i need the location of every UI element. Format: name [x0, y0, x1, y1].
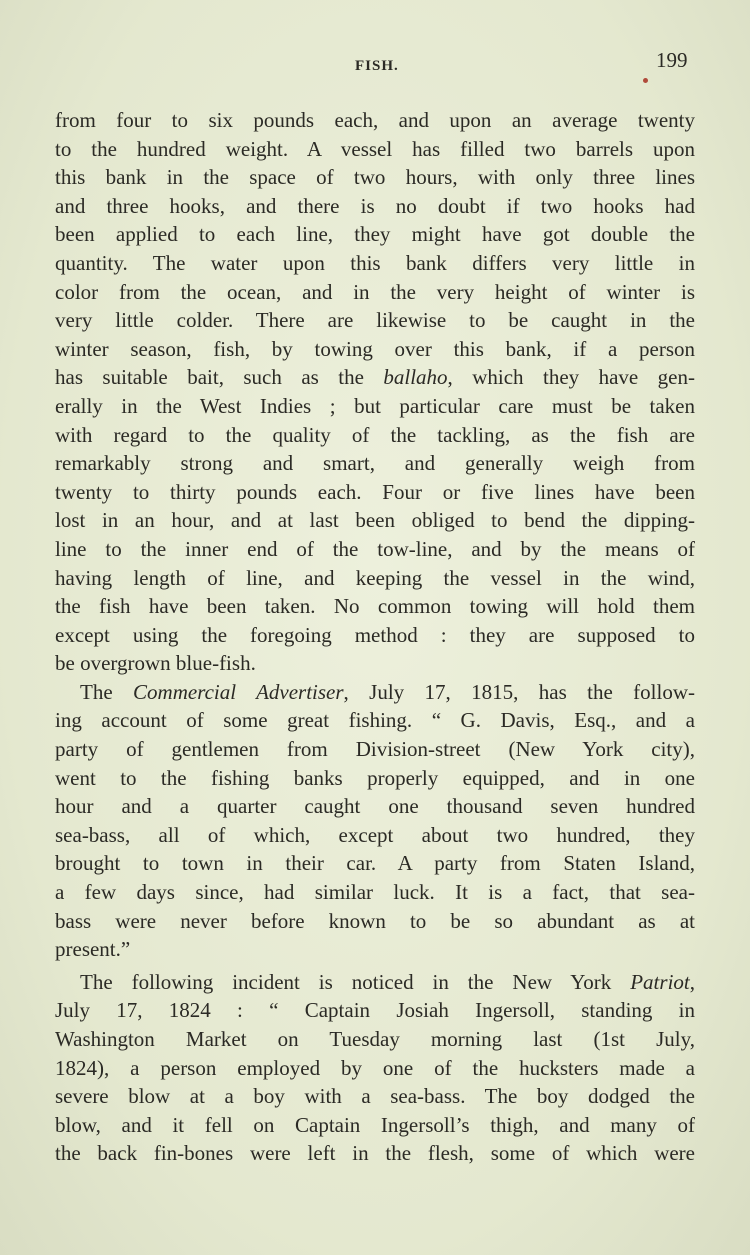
text-line: a few days since, had similar luck. It is a fact, that sea-: [55, 880, 695, 905]
paragraph-3: [55, 968, 695, 1168]
italic-title: Patriot: [630, 969, 690, 994]
text-line: ing account of some great fishing. “ G. Davis, Esq., and a: [55, 708, 695, 733]
text-line: [55, 968, 695, 997]
text-line: winter season, fish, by towing over this bank, if a person: [55, 336, 695, 361]
text-line: except using the foregoing method : they are supposed to: [55, 622, 695, 647]
text-line: party of gentlemen from Division-street (New York city),: [55, 737, 695, 762]
text-line: sea-bass, all of which, except about two hundred, they: [55, 822, 695, 847]
text-line: [55, 678, 695, 707]
text-line: July 17, 1824 : “ Captain Josiah Ingersoll, standing in: [55, 998, 695, 1023]
text-line: brought to town in their car. A party from Staten Island,: [55, 851, 695, 876]
text-line: went to the fishing banks properly equipped, and in one: [55, 765, 695, 790]
paragraph-2: [55, 678, 695, 964]
text-line: with regard to the quality of the tackling, as the fish are: [55, 422, 695, 447]
text-line: Washington Market on Tuesday morning last (1st July,: [55, 1027, 695, 1051]
text-segment: , which they have gen-: [447, 365, 695, 390]
text-line: hour and a quarter caught one thousand seven hundred: [55, 794, 695, 819]
italic-title: Commercial Advertiser: [133, 679, 344, 704]
text-line: the fish have been taken. No common towing will hold them: [55, 594, 695, 619]
text-line: present.”: [55, 937, 131, 962]
text-line: be overgrown blue-fish.: [55, 651, 256, 676]
text-line: bass were never before known to be so abundant as at: [55, 908, 695, 933]
text-line: to the hundred weight. A vessel has filled two barrels upon: [55, 136, 695, 161]
text-line: remarkably strong and smart, and generally weigh from: [55, 451, 695, 476]
italic-term: ballaho: [383, 365, 448, 390]
text-segment: The following incident is noticed in the New York: [80, 969, 631, 994]
text-line: color from the ocean, and in the very height of winter is: [55, 279, 695, 304]
body-text: [55, 106, 695, 1168]
text-line: line to the inner end of the tow-line, and by the means of: [55, 536, 695, 561]
text-line: lost in an hour, and at last been obliged to bend the dipping-: [55, 508, 695, 533]
text-line: from four to six pounds each, and upon an average twenty: [55, 108, 695, 132]
text-segment: , July 17, 1815, has the follow-: [343, 679, 695, 704]
text-line: severe blow at a boy with a sea-bass. The boy dodged the: [55, 1084, 695, 1109]
text-segment: ,: [689, 969, 695, 994]
text-line: twenty to thirty pounds each. Four or five lines have been: [55, 479, 695, 504]
running-head: FISH.: [355, 58, 399, 74]
ink-mark: [643, 78, 648, 83]
text-line: quantity. The water upon this bank differs very little in: [55, 250, 695, 275]
text-line: very little colder. There are likewise to be caught in the: [55, 308, 695, 333]
text-line: and three hooks, and there is no doubt if two hooks had: [55, 193, 695, 218]
text-line: blow, and it fell on Captain Ingersoll’s thigh, and many of: [55, 1112, 695, 1137]
text-line: the back fin-bones were left in the flesh, some of which were: [55, 1141, 695, 1166]
text-line: been applied to each line, they might have got double the: [55, 222, 695, 247]
text-line: having length of line, and keeping the vessel in the wind,: [55, 565, 695, 590]
text-line: 1824), a person employed by one of the hucksters made a: [55, 1055, 695, 1080]
paragraph-1: [55, 106, 695, 678]
text-segment: The: [80, 679, 134, 704]
text-line: erally in the West Indies ; but particular care must be taken: [55, 393, 695, 418]
page-header: [0, 48, 750, 78]
page-number: 199: [656, 48, 688, 72]
text-line: this bank in the space of two hours, with only three lines: [55, 165, 695, 190]
text-segment: has suitable bait, such as the: [55, 365, 384, 390]
text-line: [55, 363, 695, 392]
